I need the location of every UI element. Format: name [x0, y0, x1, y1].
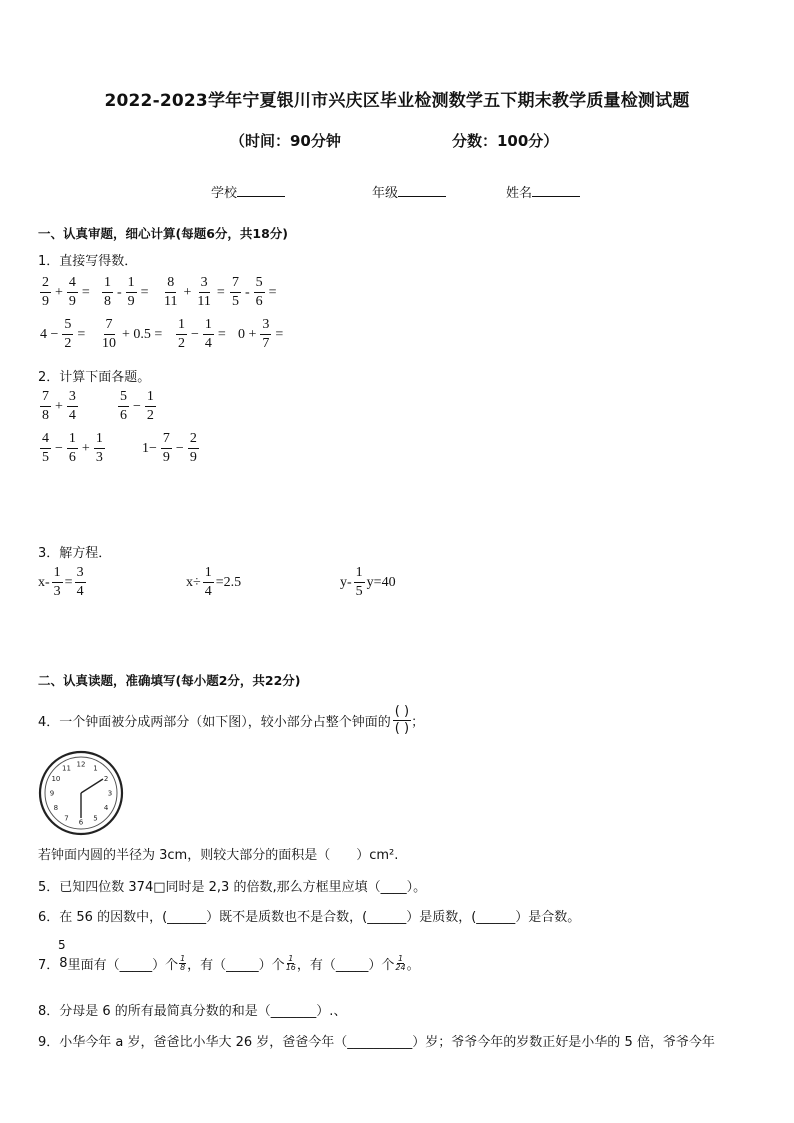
clock-number: 9: [49, 789, 55, 798]
clock-number: 8: [53, 804, 59, 812]
school-field: 学校: [211, 182, 285, 201]
q7-superscript: 5: [58, 938, 66, 952]
q2-item-1: $\frac{7}{8}$ + $\frac{3}{4}$: [42, 389, 76, 423]
exam-time: （时间：90分钟: [230, 132, 341, 150]
section-1-heading: 一、认真审题，细心计算(每题6分，共18分): [38, 226, 289, 241]
q1-item-3: $\frac{8}{11}$ + $\frac{3}{11}$ =: [164, 275, 225, 309]
clock-number: 2: [103, 775, 109, 783]
section-2-heading: 二、认真读题，准确填写(每小题2分，共22分): [38, 673, 301, 688]
clock-number: 5: [93, 814, 98, 823]
clock-number: 7: [64, 814, 69, 823]
q3-equation-3: y- $\frac{1}{5}$ y=40: [340, 565, 396, 599]
page-title: 2022-2023学年宁夏银川市兴庆区毕业检测数学五下期末教学质量检测试题: [104, 91, 690, 111]
q3-equation-1: x- $\frac{1}{3}$ = $\frac{3}{4}$: [38, 565, 84, 599]
clock-image: [36, 750, 126, 836]
clock-number: 11: [62, 764, 71, 773]
clock-number: 1: [93, 764, 98, 773]
q2-item-2: $\frac{5}{6}$ − $\frac{1}{2}$: [120, 389, 154, 423]
q3-equation-2: x÷ $\frac{1}{4}$ =2.5: [186, 565, 242, 599]
q1-item-5: 4 − $\frac{5}{2}$ =: [40, 317, 86, 351]
question-1-label: 1．直接写得数．: [38, 254, 138, 269]
question-7: 7． 8 里面有（_____）个 1 8 ，有（_____）个 1 16 ，有（_____）个 1 24 。: [38, 954, 420, 973]
grade-field: 年级: [372, 182, 446, 201]
q1-item-1: $\frac{2}{9}$ + $\frac{4}{9}$ =: [42, 275, 90, 309]
question-4: 4．一个钟面被分成两部分（如下图），较小部分占整个钟面的 $\frac{( )}{( )}$ ；: [38, 704, 425, 736]
q1-item-2: $\frac{1}{8}$ - $\frac{1}{9}$ =: [104, 275, 149, 309]
question-2-label: 2．计算下面各题。: [38, 370, 151, 385]
clock-number: 4: [103, 804, 109, 812]
question-6: 6．在 56 的因数中，(______）既不是质数也不是合数，(______）是质数，(______）是合数。: [38, 910, 581, 925]
clock-number: 3: [107, 789, 113, 798]
clock-number: 12: [76, 760, 86, 769]
q1-item-4: $\frac{7}{5}$ - $\frac{5}{6}$ =: [232, 275, 277, 309]
question-8: 8．分母是 6 的所有最简真分数的和是（_______）.、: [38, 1004, 347, 1019]
question-5: 5．已知四位数 374□同时是 2,3 的倍数,那么方框里应填（____）。: [38, 880, 427, 895]
q1-item-8: 0 + $\frac{3}{7}$ =: [238, 317, 284, 351]
q2-item-4: 1− $\frac{7}{9}$ − $\frac{2}{9}$: [142, 431, 197, 465]
question-4-line2: 若钟面内圆的半径为 3cm，则较大部分的面积是（ ）cm².: [38, 848, 399, 863]
question-9: 9．小华今年 a 岁，爸爸比小华大 26 岁，爸爸今年（__________）岁；爷爷今年的岁数正好是小华的 5 倍，爷爷今年: [38, 1035, 715, 1050]
exam-score: 分数：100分）: [452, 132, 559, 150]
name-field: 姓名: [506, 182, 580, 201]
question-3-label: 3．解方程．: [38, 546, 112, 561]
q1-item-7: $\frac{1}{2}$ − $\frac{1}{4}$ =: [178, 317, 226, 351]
clock-number: 10: [51, 775, 61, 783]
q1-item-6: $\frac{7}{10}$ + 0.5 =: [102, 317, 163, 351]
clock-number: 6: [78, 818, 84, 827]
q2-item-3: $\frac{4}{5}$ − $\frac{1}{6}$ + $\frac{1}{3}$: [42, 431, 103, 465]
